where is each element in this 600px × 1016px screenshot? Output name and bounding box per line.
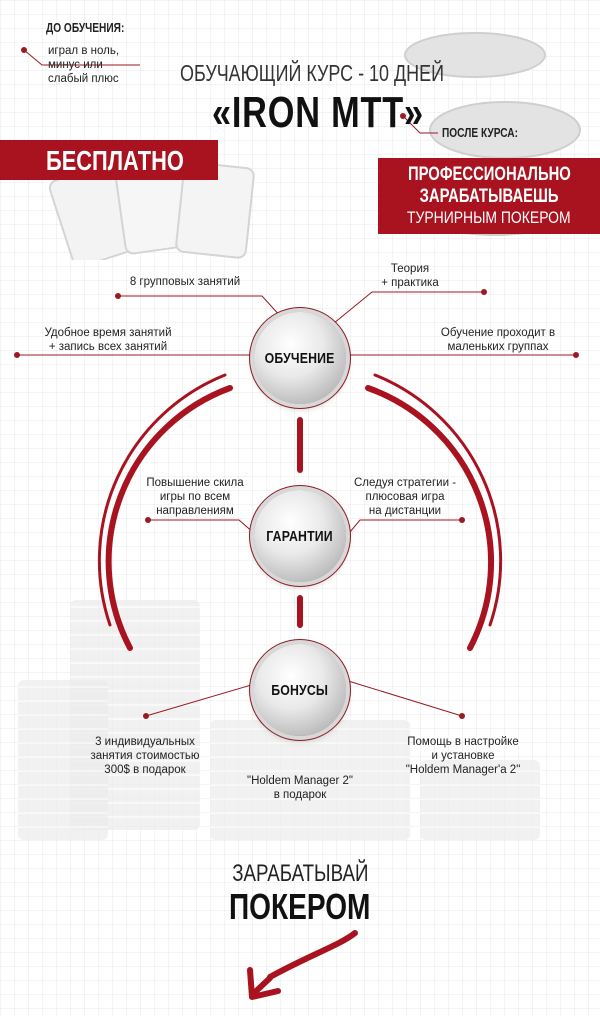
guarantees-label: ГАРАНТИИ [266,527,334,545]
guarantees-item-skill-line: Повышение скила [146,477,244,489]
before-heading: ДО ОБУЧЕНИЯ: [46,20,125,35]
after-heading: ПОСЛЕ КУРСА: [442,125,518,140]
guarantees-item-skill [135,476,255,518]
training-item-group: 8 групповых занятий [129,276,241,288]
before-text-line: слабый плюс [48,73,119,85]
free-label: БЕСПЛАТНО [46,145,184,176]
bonuses-item-hm2 [225,774,375,802]
bonuses-item-individual-line: 3 индивидуальных [95,736,195,748]
guarantees-circle [254,490,346,582]
guarantees-item-strategy-line: Следуя стратегии - [353,477,457,489]
bonuses-item-hm2-line: в подарок [273,789,327,801]
free-ribbon [0,140,218,180]
cta-line-1: ЗАРАБАТЫВАЙ [231,860,369,887]
bonuses-item-individual [70,735,220,777]
training-item-small-groups-line: Обучение проходит в [440,327,556,339]
course-subtitle: ОБУЧАЮЩИЙ КУРС - 10 ДНЕЙ [180,60,444,86]
training-circle [254,312,346,404]
guarantees-item-strategy [345,476,465,518]
training-label: ОБУЧЕНИЕ [265,349,335,367]
bonuses-item-help-line: и установке [431,750,495,762]
training-item-time-line: + запись всех занятий [48,341,168,353]
guarantees-item-skill-line: направлениям [156,505,234,517]
training-item-theory [370,262,450,290]
bonuses-item-hm2-line: "Holdem Manager 2" [247,775,353,787]
bonuses-label: БОНУСЫ [271,681,329,699]
bonuses-item-individual-line: занятия стоимостью [90,750,200,762]
guarantees-item-strategy-line: на дистанции [368,505,442,517]
bonuses-item-help-line: "Holdem Manager'a 2" [405,764,521,776]
training-item-time [28,326,188,354]
bonuses-item-help [388,735,538,777]
bonuses-item-individual-line: 300$ в подарок [104,764,186,776]
bonuses-item-help-line: Помощь в настройке [407,736,519,748]
before-text [48,44,119,86]
after-line: ТУРНИРНЫМ ПОКЕРОМ [407,208,571,227]
guarantees-item-strategy-line: плюсовая игра [365,491,445,503]
training-item-theory-line: + практика [381,277,439,289]
arrow-down-left-icon [230,925,370,1005]
cta-block [180,860,420,928]
guarantees-item-skill-line: игры по всем [159,491,231,503]
training-item-time-line: Удобное время занятий [44,327,172,339]
before-text-line: минус или [48,59,103,71]
before-text-line: играл в ноль, [48,45,120,57]
course-title: «IRON MTT» [212,88,424,137]
training-item-small-groups [418,326,578,354]
training-item-small-groups-line: маленьких группах [447,341,549,353]
bonuses-circle [254,644,346,736]
training-item-theory-line: Теория [390,263,430,275]
cta-line-2: ПОКЕРОМ [229,886,371,927]
after-line: ПРОФЕССИОНАЛЬНО [407,164,571,185]
after-line: ЗАРАБАТЫВАЕШЬ [419,186,559,207]
after-ribbon [378,158,600,234]
